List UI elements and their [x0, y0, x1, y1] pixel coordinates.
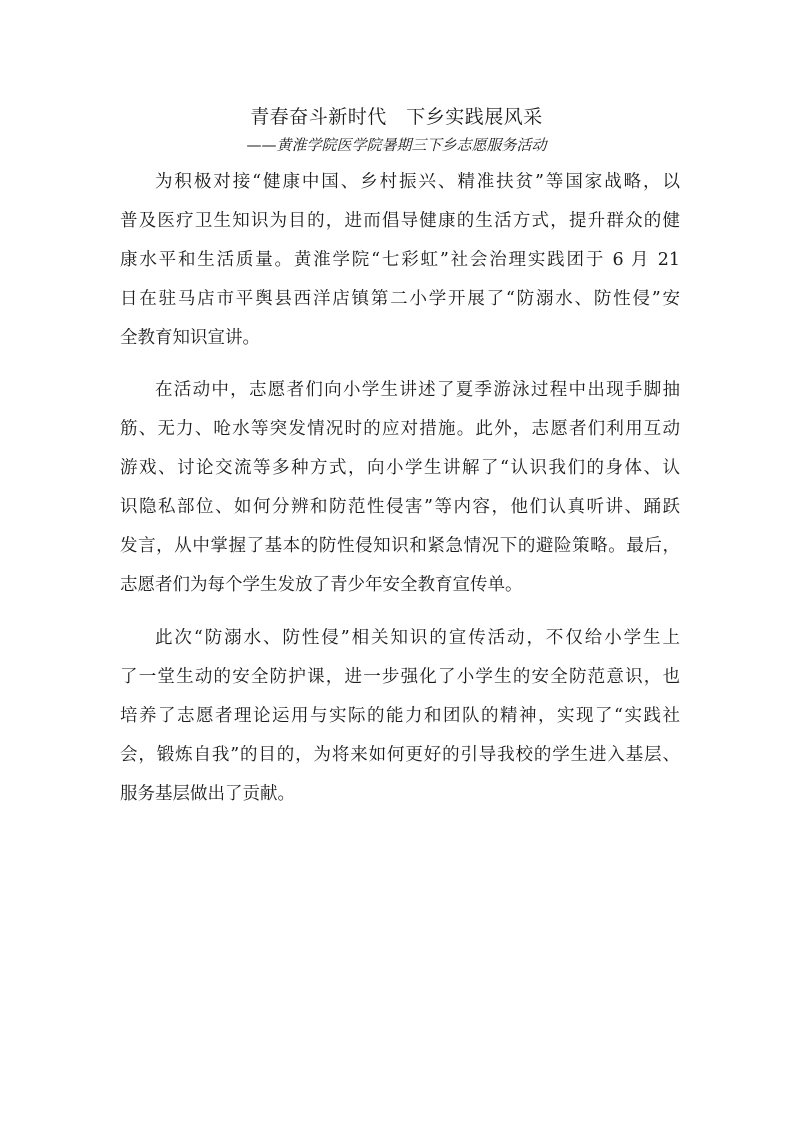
- paragraph-line: 全教育知识宣讲。: [120, 328, 260, 348]
- paragraph-line: 为积极对接“健康中国、乡村振兴、精准扶贫”等国家战略，以: [155, 172, 680, 192]
- page-subtitle: ——黄淮学院医学院暑期三下乡志愿服务活动: [246, 136, 547, 154]
- paragraph-3: [120, 619, 680, 814]
- paragraph-line: 发言，从中掌握了基本的防性侵知识和紧急情况下的避险策略。最后，: [120, 536, 680, 556]
- paragraph-line: 服务基层做出了贡献。: [120, 784, 295, 804]
- paragraph-line: 在活动中，志愿者们向小学生讲述了夏季游泳过程中出现手脚抽: [155, 380, 680, 400]
- paragraph-line: 志愿者们为每个学生发放了青少年安全教育宣传单。: [120, 575, 523, 595]
- page-title: 青春奋斗新时代 下乡实践展风采: [250, 106, 543, 128]
- paragraph-line: 筋、无力、呛水等突发情况时的应对措施。此外，志愿者们利用互动: [120, 419, 680, 439]
- paragraph-line: 了一堂生动的安全防护课，进一步强化了小学生的安全防范意识，也: [120, 667, 680, 687]
- paragraph-line: 游戏、讨论交流等多种方式，向小学生讲解了“认识我们的身体、认: [120, 458, 680, 478]
- paragraph-1: [120, 163, 680, 358]
- paragraph-line: 识隐私部位、如何分辨和防范性侵害”等内容，他们认真听讲、踊跃: [120, 497, 680, 517]
- paragraph-2: [120, 371, 680, 605]
- paragraph-line: 康水平和生活质量。黄淮学院“七彩虹”社会治理实践团于 6 月 21: [120, 250, 680, 270]
- paragraph-line: 会，锻炼自我”的目的，为将来如何更好的引导我校的学生进入基层、: [120, 745, 680, 765]
- paragraph-line: 普及医疗卫生知识为目的，进而倡导健康的生活方式，提升群众的健: [120, 211, 680, 231]
- paragraph-line: 日在驻马店市平舆县西洋店镇第二小学开展了“防溺水、防性侵”安: [120, 289, 680, 309]
- paragraph-line: 此次“防溺水、防性侵”相关知识的宣传活动，不仅给小学生上: [155, 628, 680, 648]
- paragraph-line: 培养了志愿者理论运用与实际的能力和团队的精神，实现了“实践社: [120, 706, 680, 726]
